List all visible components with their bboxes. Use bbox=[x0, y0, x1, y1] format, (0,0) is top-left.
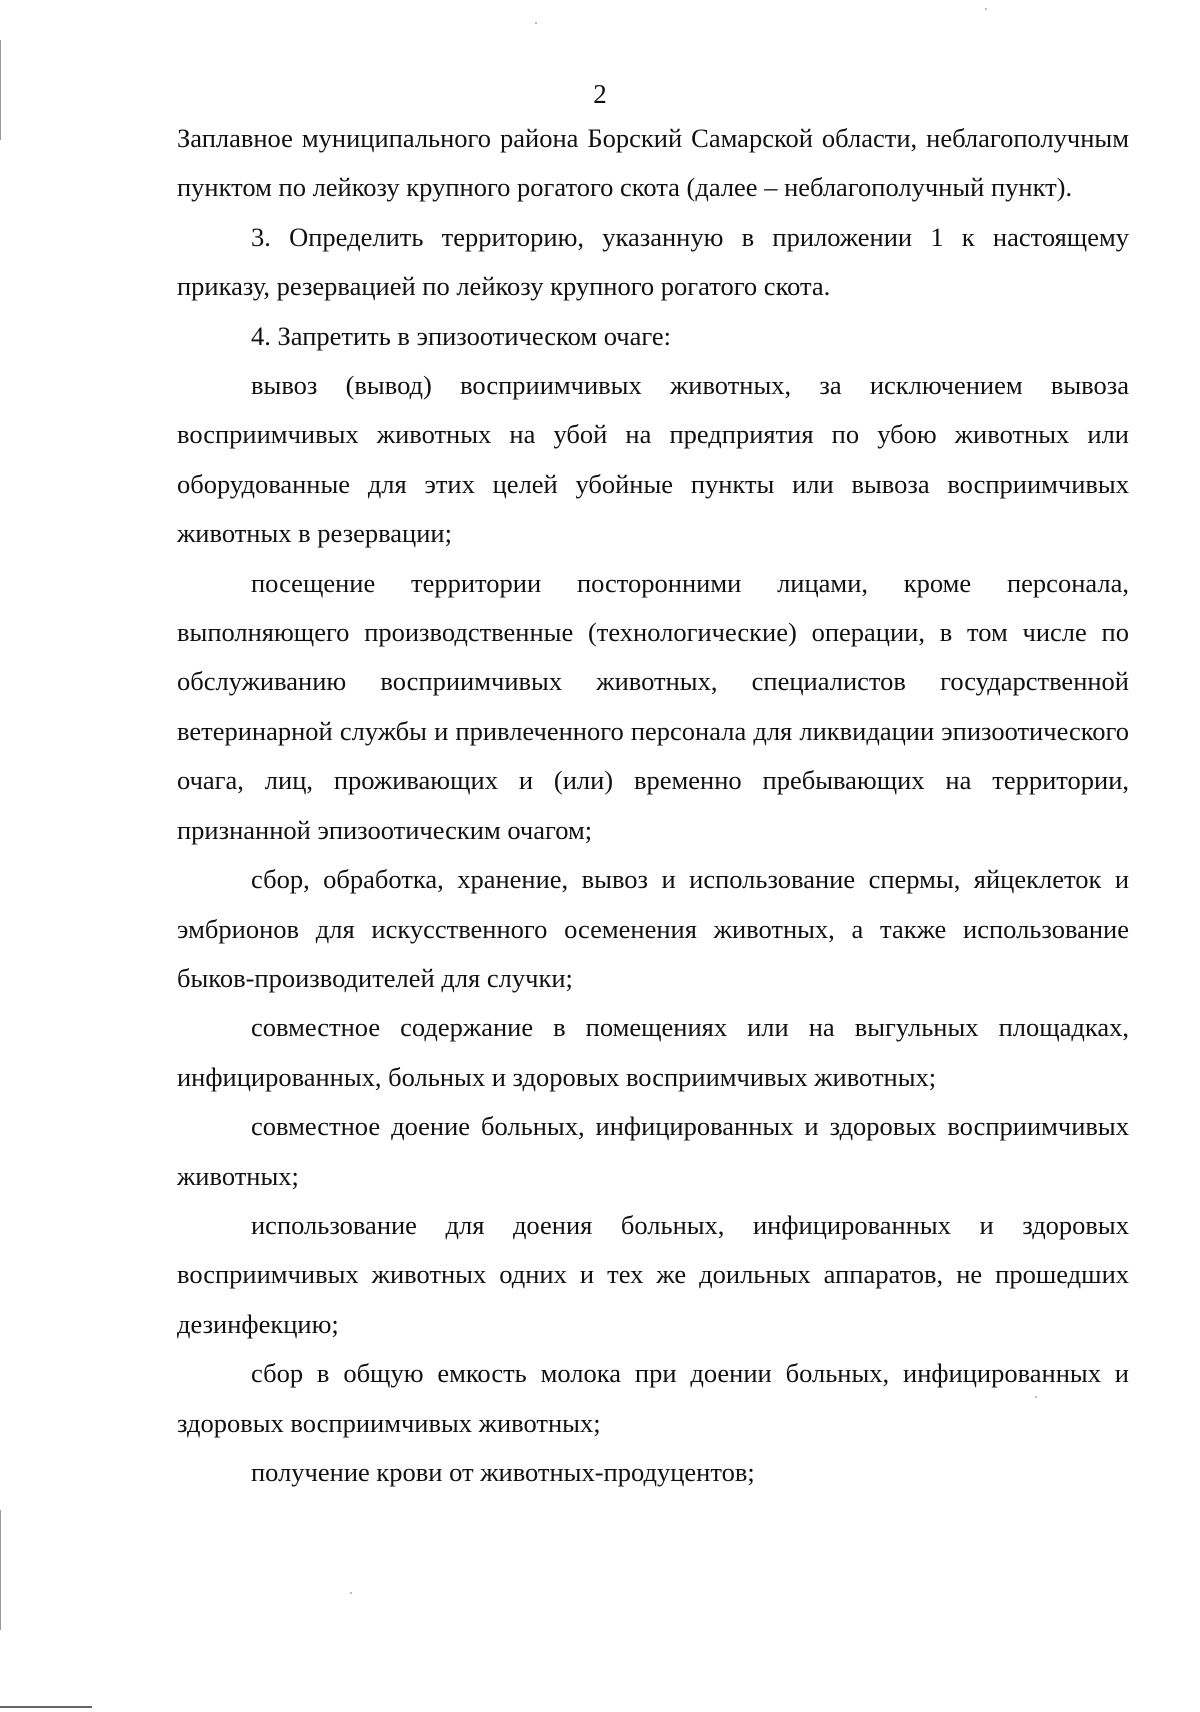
scan-speck bbox=[350, 1592, 352, 1594]
prohibition-item: посещение территории посторонними лицами, кроме персонала, выполняющего производственные (технологические) операции, в том числе по обслуживанию восприимчивых животных, специалистов государственной ветеринарной службы и привлеченного персонала для ликвидации эпизоотического очага, лиц, проживающих и (или) временно пребывающих на территории, признанной эпизоотическим очагом; bbox=[177, 567, 1129, 845]
scan-edge-mark bbox=[0, 40, 1, 140]
scan-speck bbox=[985, 8, 987, 10]
paragraph-item-4: 4. Запретить в эпизоотическом очаге: bbox=[251, 320, 672, 351]
prohibition-item: сбор в общую емкость молока при доении больных, инфицированных и здоровых восприимчивых животных; bbox=[177, 1358, 1129, 1438]
prohibition-item: вывоз (вывод) восприимчивых животных, за исключением вывоза восприимчивых животных на убой на предприятия по убою животных или оборудованные для этих целей убойные пункты или вывоза восприимчивых животных в резервации; bbox=[177, 370, 1129, 549]
prohibition-item: совместное доение больных, инфицированных и здоровых восприимчивых животных; bbox=[177, 1111, 1129, 1191]
scan-speck bbox=[1035, 1396, 1037, 1398]
prohibition-item: сбор, обработка, хранение, вывоз и использование спермы, яйцеклеток и эмбрионов для искусственного осеменения животных, а также использование быков-производителей для случки; bbox=[177, 864, 1129, 993]
paragraph-continuation: Заплавное муниципального района Борский Самарской области, неблагополучным пунктом по лейкозу крупного рогатого скота (далее – неблагополучный пункт). bbox=[177, 123, 1129, 203]
scan-edge-mark bbox=[0, 1510, 1, 1630]
prohibition-item: получение крови от животных-продуцентов; bbox=[251, 1456, 755, 1487]
scan-speck bbox=[535, 22, 537, 24]
page-number: 2 bbox=[593, 79, 607, 109]
document-body bbox=[177, 114, 1129, 1497]
prohibition-item: совместное содержание в помещениях или на выгульных площадках, инфицированных, больных и здоровых восприимчивых животных; bbox=[177, 1012, 1129, 1092]
prohibition-item: использование для доения больных, инфицированных и здоровых восприимчивых животных одних и тех же доильных аппаратов, не прошедших дезинфекцию; bbox=[177, 1209, 1129, 1339]
scan-bottom-line bbox=[0, 1706, 92, 1708]
paragraph-item-3: 3. Определить территорию, указанную в приложении 1 к настоящему приказу, резервацией по лейкозу крупного рогатого скота. bbox=[177, 221, 1129, 302]
